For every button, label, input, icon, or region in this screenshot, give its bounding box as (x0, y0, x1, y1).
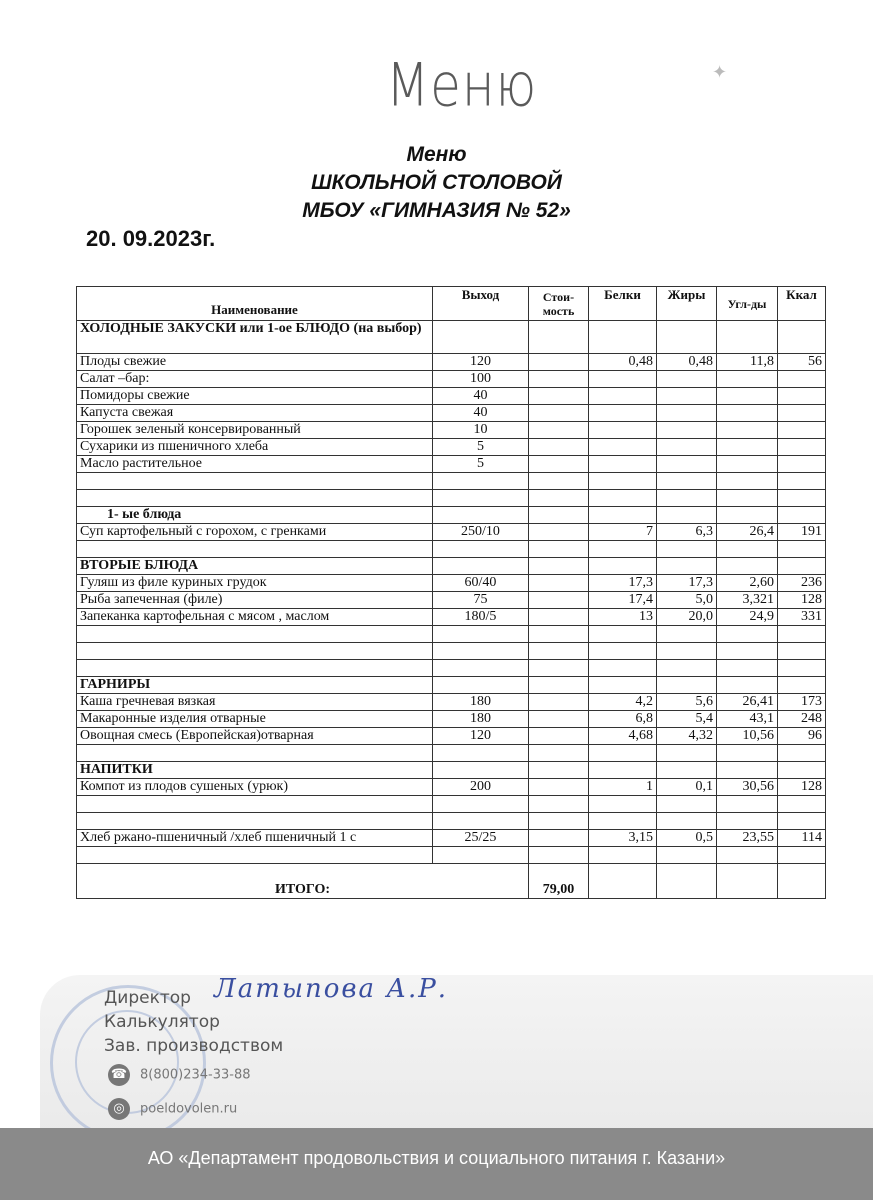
cell-fat (657, 541, 717, 558)
cell-cost (529, 371, 589, 388)
dish-name: Масло растительное (77, 456, 433, 473)
cell-kcal (778, 677, 826, 694)
cell-output: 250/10 (433, 524, 529, 541)
table-row (77, 439, 826, 456)
dish-name: Хлеб ржано-пшеничный /хлеб пшеничный 1 с (77, 830, 433, 847)
cell-cost (529, 405, 589, 422)
dish-name: Суп картофельный с горохом, с гренками (77, 524, 433, 541)
section-row (77, 762, 826, 779)
cell-output: 60/40 (433, 575, 529, 592)
cell-cost (529, 575, 589, 592)
cell-kcal (778, 473, 826, 490)
dish-name: Компот из плодов сушеных (урюк) (77, 779, 433, 796)
cell-kcal (778, 321, 826, 354)
cell-protein (589, 558, 657, 575)
cell-carbs (717, 456, 778, 473)
section-row (77, 321, 826, 354)
globe-icon: ◎ (108, 1098, 130, 1120)
cell-fat (657, 677, 717, 694)
cell-carbs: 23,55 (717, 830, 778, 847)
cell-output: 10 (433, 422, 529, 439)
cell-protein (589, 456, 657, 473)
table-row (77, 354, 826, 371)
cell-cost (529, 796, 589, 813)
dish-name: Капуста свежая (77, 405, 433, 422)
cell-kcal: 96 (778, 728, 826, 745)
cell-kcal (778, 847, 826, 864)
col-fat-header: Жиры (657, 287, 717, 321)
table-header-row (77, 287, 826, 321)
dish-name: Каша гречневая вязкая (77, 694, 433, 711)
cell-kcal (778, 643, 826, 660)
table-row (77, 813, 826, 830)
cell-output: 40 (433, 388, 529, 405)
dish-name: Горошек зеленый консервированный (77, 422, 433, 439)
cell-carbs (717, 813, 778, 830)
cell-protein: 0,48 (589, 354, 657, 371)
table-row (77, 405, 826, 422)
cell-cost (529, 677, 589, 694)
cell-carbs (717, 745, 778, 762)
cell-protein (589, 405, 657, 422)
table-row (77, 456, 826, 473)
director-label: Директор (104, 988, 191, 1008)
cell-cost (529, 439, 589, 456)
cell-protein (589, 371, 657, 388)
cell-fat (657, 762, 717, 779)
cell-carbs (717, 762, 778, 779)
cell-cost (529, 388, 589, 405)
cell-kcal (778, 439, 826, 456)
table-row (77, 575, 826, 592)
table-row (77, 626, 826, 643)
section-row (77, 677, 826, 694)
cell-fat (657, 321, 717, 354)
cell-output: 5 (433, 456, 529, 473)
phone-icon: ☎ (108, 1064, 130, 1086)
cell-output: 25/25 (433, 830, 529, 847)
cell-kcal: 173 (778, 694, 826, 711)
cell-carbs (717, 439, 778, 456)
table-row (77, 660, 826, 677)
phone-number: 8(800)234-33-88 (140, 1067, 251, 1083)
cell-cost (529, 609, 589, 626)
dish-name (77, 813, 433, 830)
dish-name (77, 847, 433, 864)
cell-protein: 1 (589, 779, 657, 796)
cell-fat: 20,0 (657, 609, 717, 626)
cell-cost (529, 711, 589, 728)
dish-name (77, 660, 433, 677)
section-row (77, 558, 826, 575)
cell-carbs (717, 643, 778, 660)
section-row (77, 507, 826, 524)
cell-carbs (717, 371, 778, 388)
menu-date: 20. 09.2023г. (86, 226, 216, 251)
cell-output: 200 (433, 779, 529, 796)
menu-table-body (77, 321, 826, 864)
cell-kcal: 128 (778, 779, 826, 796)
cell-carbs (717, 677, 778, 694)
col-output-header: Выход (433, 287, 529, 321)
cell-output (433, 321, 529, 354)
cell-protein (589, 626, 657, 643)
cell-kcal (778, 490, 826, 507)
cell-fat: 4,32 (657, 728, 717, 745)
cell-output (433, 745, 529, 762)
cell-kcal: 248 (778, 711, 826, 728)
cell-protein (589, 660, 657, 677)
dish-name: Помидоры свежие (77, 388, 433, 405)
cell-carbs: 11,8 (717, 354, 778, 371)
cell-carbs (717, 490, 778, 507)
cell-protein (589, 490, 657, 507)
cell-carbs: 3,321 (717, 592, 778, 609)
cell-protein (589, 847, 657, 864)
table-row (77, 422, 826, 439)
cell-cost (529, 779, 589, 796)
cell-cost (529, 321, 589, 354)
dish-name: Сухарики из пшеничного хлеба (77, 439, 433, 456)
col-cost-header: Стои-мость (529, 287, 589, 321)
production-label: Зав. производством (104, 1036, 284, 1056)
cell-cost (529, 507, 589, 524)
cell-fat: 0,1 (657, 779, 717, 796)
dish-name (77, 541, 433, 558)
cell-output (433, 762, 529, 779)
dish-name: Овощная смесь (Европейская)отварная (77, 728, 433, 745)
footer-organization: АО «Департамент продовольствия и социального питания г. Казани» (147, 1148, 726, 1168)
cell-kcal (778, 456, 826, 473)
cell-kcal: 56 (778, 354, 826, 371)
cell-output: 100 (433, 371, 529, 388)
table-row (77, 490, 826, 507)
dish-name: Запеканка картофельная с мясом , маслом (77, 609, 433, 626)
cell-protein (589, 643, 657, 660)
cell-kcal: 236 (778, 575, 826, 592)
cell-cost (529, 456, 589, 473)
table-row (77, 847, 826, 864)
cell-protein (589, 541, 657, 558)
col-kcal-header: Ккал (778, 287, 826, 321)
site-url: poeldovolen.ru (140, 1101, 238, 1117)
col-carbs-header: Угл-ды (717, 287, 778, 321)
cell-carbs: 2,60 (717, 575, 778, 592)
table-row (77, 694, 826, 711)
cell-cost (529, 422, 589, 439)
cell-cost (529, 473, 589, 490)
cell-protein: 4,2 (589, 694, 657, 711)
table-row (77, 796, 826, 813)
section-title: ГАРНИРЫ (77, 677, 433, 694)
cell-output: 5 (433, 439, 529, 456)
director-signature: Латыпова А.Р. (214, 974, 449, 1004)
cell-kcal (778, 507, 826, 524)
cell-cost (529, 694, 589, 711)
cell-output (433, 660, 529, 677)
cell-protein (589, 473, 657, 490)
cell-fat (657, 847, 717, 864)
cell-kcal (778, 371, 826, 388)
star-mark-icon: ✦ (712, 62, 728, 82)
cell-kcal (778, 813, 826, 830)
cell-fat (657, 660, 717, 677)
dish-name (77, 745, 433, 762)
cell-fat: 6,3 (657, 524, 717, 541)
cell-protein (589, 388, 657, 405)
cell-carbs (717, 626, 778, 643)
cell-fat (657, 422, 717, 439)
dish-name: Макаронные изделия отварные (77, 711, 433, 728)
cell-carbs: 26,41 (717, 694, 778, 711)
cell-fat (657, 490, 717, 507)
cell-fat (657, 473, 717, 490)
cell-cost (529, 626, 589, 643)
cell-fat (657, 371, 717, 388)
cell-output (433, 490, 529, 507)
phone-contact (108, 1064, 251, 1086)
cell-cost (529, 524, 589, 541)
cell-output: 120 (433, 728, 529, 745)
dish-name (77, 796, 433, 813)
cell-kcal (778, 660, 826, 677)
table-row (77, 524, 826, 541)
total-row (77, 864, 826, 899)
cell-fat (657, 643, 717, 660)
cell-carbs (717, 422, 778, 439)
cell-output (433, 847, 529, 864)
cell-kcal (778, 422, 826, 439)
cell-output (433, 813, 529, 830)
cell-fat (657, 796, 717, 813)
school-heading: МБОУ «ГИМНАЗИЯ № 52» (302, 199, 571, 222)
calculator-label: Калькулятор (104, 1012, 220, 1032)
cell-protein (589, 677, 657, 694)
table-row (77, 643, 826, 660)
cell-output: 180/5 (433, 609, 529, 626)
dish-name (77, 626, 433, 643)
dish-name (77, 473, 433, 490)
dish-name: Рыба запеченная (филе) (77, 592, 433, 609)
cell-cost (529, 558, 589, 575)
cell-kcal: 114 (778, 830, 826, 847)
cell-protein: 6,8 (589, 711, 657, 728)
menu-table (76, 286, 826, 899)
cell-output (433, 558, 529, 575)
cell-protein: 7 (589, 524, 657, 541)
cell-carbs: 24,9 (717, 609, 778, 626)
col-protein-header: Белки (589, 287, 657, 321)
cell-carbs (717, 660, 778, 677)
cell-protein: 4,68 (589, 728, 657, 745)
cell-protein (589, 813, 657, 830)
cell-output (433, 473, 529, 490)
cell-output (433, 677, 529, 694)
cell-output (433, 507, 529, 524)
cell-protein: 17,3 (589, 575, 657, 592)
cell-cost (529, 813, 589, 830)
cell-kcal (778, 762, 826, 779)
cell-cost (529, 762, 589, 779)
cell-carbs (717, 321, 778, 354)
dish-name (77, 643, 433, 660)
cell-carbs (717, 388, 778, 405)
cell-output (433, 796, 529, 813)
site-contact (108, 1098, 237, 1120)
dish-name (77, 490, 433, 507)
cell-fat (657, 439, 717, 456)
menu-heading: Меню (406, 143, 467, 166)
dish-name: Гуляш из филе куриных грудок (77, 575, 433, 592)
cell-kcal: 331 (778, 609, 826, 626)
cell-cost (529, 660, 589, 677)
cell-fat: 5,4 (657, 711, 717, 728)
dish-name: Салат –бар: (77, 371, 433, 388)
cell-protein (589, 321, 657, 354)
cell-output (433, 626, 529, 643)
cell-fat (657, 456, 717, 473)
cell-output (433, 643, 529, 660)
cell-fat: 17,3 (657, 575, 717, 592)
cell-fat (657, 745, 717, 762)
cell-kcal (778, 405, 826, 422)
cell-carbs (717, 473, 778, 490)
cell-output: 75 (433, 592, 529, 609)
cell-fat: 5,6 (657, 694, 717, 711)
cell-kcal (778, 796, 826, 813)
cell-kcal (778, 626, 826, 643)
cell-fat (657, 558, 717, 575)
handwritten-title: Меню (386, 50, 538, 120)
cell-fat (657, 388, 717, 405)
table-row (77, 388, 826, 405)
cell-carbs (717, 558, 778, 575)
cell-fat (657, 626, 717, 643)
cell-output (433, 541, 529, 558)
cell-kcal (778, 745, 826, 762)
table-row (77, 830, 826, 847)
table-row (77, 779, 826, 796)
table-row (77, 745, 826, 762)
cell-cost (529, 728, 589, 745)
cell-protein: 3,15 (589, 830, 657, 847)
total-label: ИТОГО: (77, 864, 529, 899)
cell-carbs (717, 847, 778, 864)
cell-kcal (778, 558, 826, 575)
cell-carbs (717, 405, 778, 422)
table-row (77, 592, 826, 609)
cell-kcal (778, 388, 826, 405)
cell-cost (529, 830, 589, 847)
section-title: НАПИТКИ (77, 762, 433, 779)
cell-cost (529, 490, 589, 507)
cell-protein (589, 745, 657, 762)
cell-protein: 17,4 (589, 592, 657, 609)
table-row (77, 609, 826, 626)
table-row (77, 711, 826, 728)
cell-output: 40 (433, 405, 529, 422)
cell-cost (529, 541, 589, 558)
cell-fat (657, 813, 717, 830)
cell-carbs (717, 541, 778, 558)
cell-fat: 0,5 (657, 830, 717, 847)
cell-fat: 0,48 (657, 354, 717, 371)
cell-output: 180 (433, 711, 529, 728)
section-title: ХОЛОДНЫЕ ЗАКУСКИ или 1-ое БЛЮДО (на выбор) (77, 321, 433, 354)
cell-cost (529, 745, 589, 762)
cell-protein (589, 439, 657, 456)
cell-carbs: 26,4 (717, 524, 778, 541)
cell-output: 180 (433, 694, 529, 711)
cell-cost (529, 592, 589, 609)
cell-output: 120 (433, 354, 529, 371)
cell-fat (657, 405, 717, 422)
cell-protein (589, 422, 657, 439)
cell-carbs (717, 796, 778, 813)
table-row (77, 371, 826, 388)
cell-cost (529, 643, 589, 660)
cell-protein (589, 507, 657, 524)
cell-kcal: 191 (778, 524, 826, 541)
cell-carbs: 30,56 (717, 779, 778, 796)
section-title: 1- ые блюда (77, 507, 433, 524)
table-row (77, 728, 826, 745)
table-row (77, 541, 826, 558)
cell-cost (529, 354, 589, 371)
cell-carbs (717, 507, 778, 524)
section-title: ВТОРЫЕ БЛЮДА (77, 558, 433, 575)
cell-protein: 13 (589, 609, 657, 626)
col-name-header: Наименование (77, 287, 433, 321)
cell-protein (589, 796, 657, 813)
cell-fat (657, 507, 717, 524)
cell-protein (589, 762, 657, 779)
cell-kcal: 128 (778, 592, 826, 609)
canteen-heading: ШКОЛЬНОЙ СТОЛОВОЙ (311, 171, 562, 194)
total-value: 79,00 (529, 864, 589, 899)
dish-name: Плоды свежие (77, 354, 433, 371)
cell-kcal (778, 541, 826, 558)
cell-fat: 5,0 (657, 592, 717, 609)
cell-cost (529, 847, 589, 864)
cell-carbs: 10,56 (717, 728, 778, 745)
cell-carbs: 43,1 (717, 711, 778, 728)
table-row (77, 473, 826, 490)
